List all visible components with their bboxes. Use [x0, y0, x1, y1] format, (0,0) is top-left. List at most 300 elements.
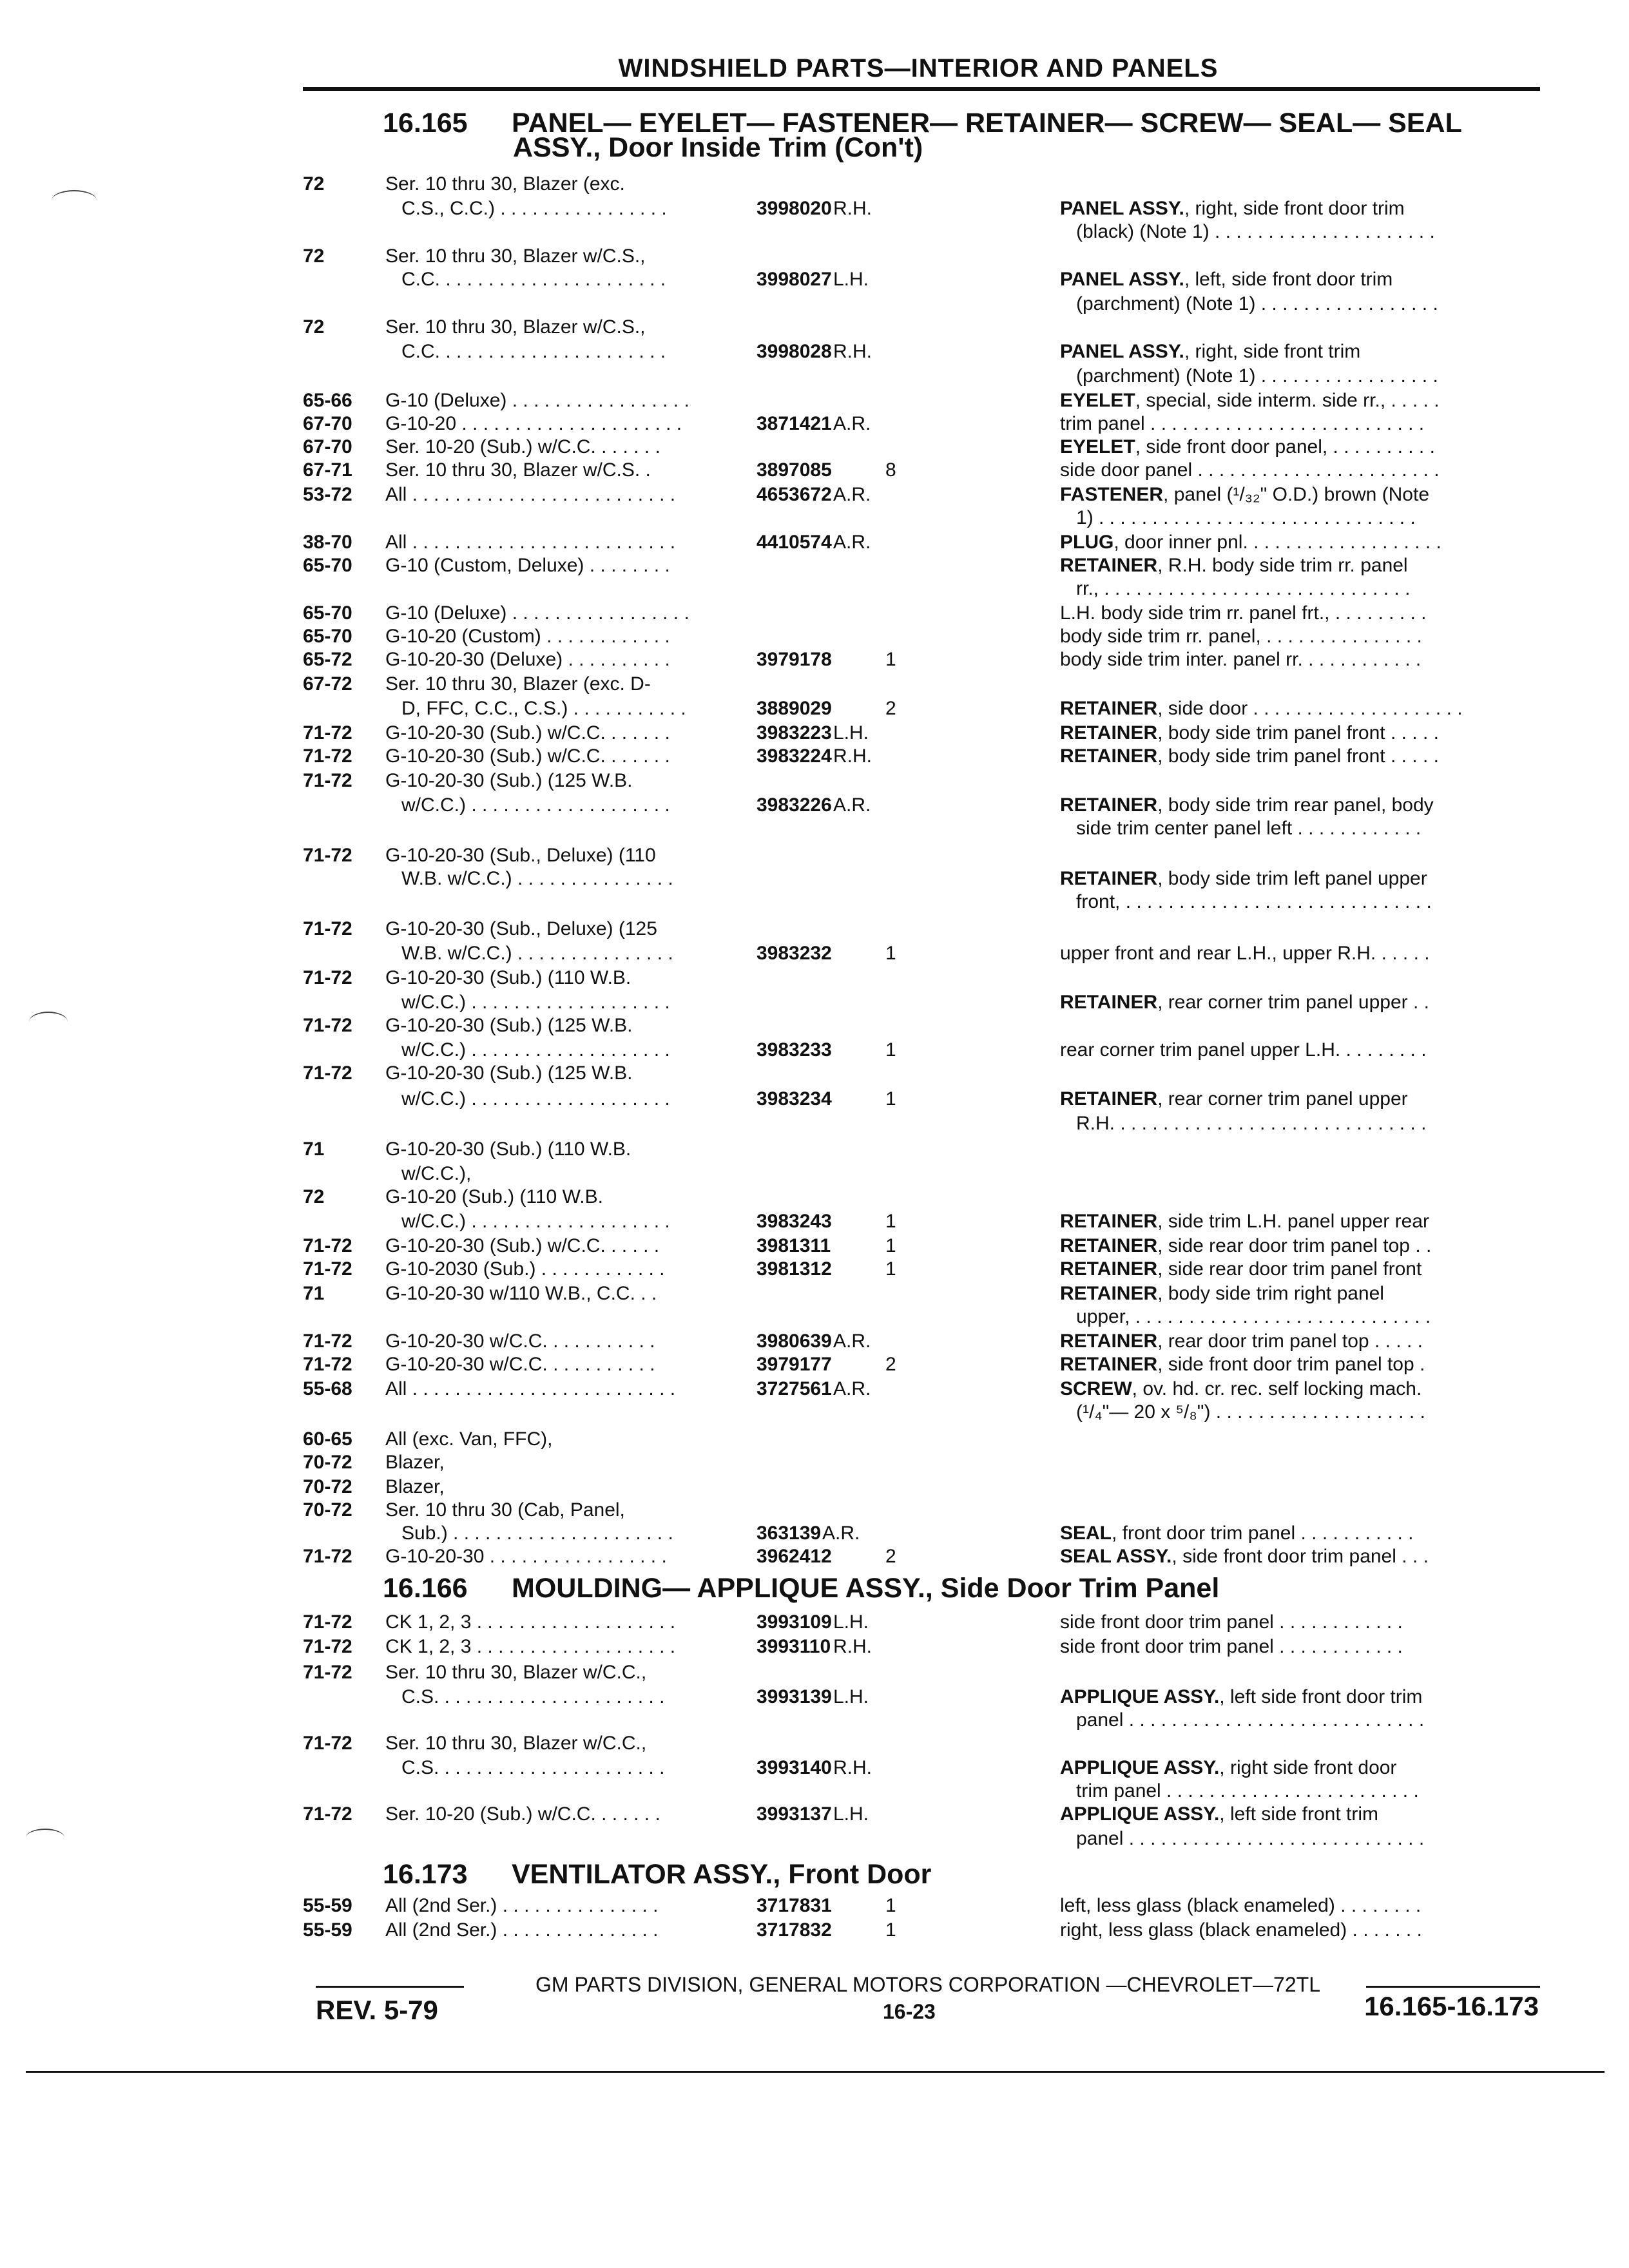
- application: G-10-20 . . . . . . . . . . . . . . . . . . . . .: [385, 413, 682, 434]
- part-number: 3871421: [757, 413, 832, 434]
- section-number: 16.165: [383, 108, 468, 139]
- description-text: side front door trim panel . . . . . . . . . . . .: [1060, 1611, 1403, 1633]
- description: [1060, 1258, 1550, 1282]
- quantity: 1: [885, 1258, 896, 1280]
- quantity: L.H.: [833, 1611, 869, 1633]
- application: w/C.C.),: [385, 1163, 472, 1184]
- part-number: 3998020: [757, 198, 832, 219]
- year-range: 71-72: [303, 967, 352, 988]
- quantity: A.R.: [822, 1523, 860, 1544]
- application: CK 1, 2, 3 . . . . . . . . . . . . . . . . . . .: [385, 1636, 676, 1657]
- description-text: (parchment) (Note 1) . . . . . . . . . . . . . . . . .: [1060, 293, 1438, 314]
- description: [1060, 293, 1550, 316]
- description-text: , body side trim panel front . . . . .: [1157, 745, 1439, 767]
- application: G-10-20-30 w/C.C. . . . . . . . . . .: [385, 1331, 655, 1352]
- section-number: 16.173: [383, 1859, 468, 1890]
- part-number: 3983224: [757, 745, 832, 767]
- year-range: 71-72: [303, 1546, 352, 1567]
- part-number: 3993139: [757, 1686, 832, 1707]
- part-number: 4410574: [757, 532, 832, 553]
- part-number: 3998027: [757, 269, 832, 290]
- quantity: 1: [885, 1895, 896, 1916]
- part-number: 3993140: [757, 1757, 832, 1778]
- description-keyword: PANEL ASSY.: [1060, 269, 1184, 290]
- description-text: side trim center panel left . . . . . . . . . . . .: [1060, 818, 1422, 839]
- description-text: 1) . . . . . . . . . . . . . . . . . . . . . . . . . . . . . .: [1060, 507, 1416, 528]
- year-range: 65-72: [303, 649, 352, 670]
- description: [1060, 794, 1550, 818]
- footer-text: GM PARTS DIVISION, GENERAL MOTORS CORPORATION —CHEVROLET—72TL: [535, 1973, 1320, 1996]
- application: w/C.C.) . . . . . . . . . . . . . . . . . . .: [385, 992, 670, 1013]
- quantity: L.H.: [833, 269, 869, 290]
- description-keyword: PANEL ASSY.: [1060, 341, 1184, 362]
- part-number: 363139: [757, 1523, 822, 1544]
- year-range: 72: [303, 245, 325, 267]
- description-text: L.H. body side trim rr. panel frt., . . . . . . . . .: [1060, 602, 1427, 624]
- section-name: MOULDING— APPLIQUE ASSY., Side Door Trim Panel: [512, 1573, 1220, 1604]
- quantity: A.R.: [833, 794, 871, 816]
- description-keyword: FASTENER: [1060, 484, 1164, 505]
- description-text: body side trim inter. panel rr. . . . . . . . . . . .: [1060, 649, 1422, 670]
- description: [1060, 1709, 1550, 1733]
- description-text: , rear door trim panel top . . . . .: [1157, 1331, 1423, 1352]
- year-range: 72: [303, 1186, 325, 1207]
- application: All (2nd Ser.) . . . . . . . . . . . . . . .: [385, 1895, 659, 1916]
- application: Ser. 10 thru 30, Blazer w/C.C.,: [385, 1662, 647, 1683]
- application: CK 1, 2, 3 . . . . . . . . . . . . . . . . . . .: [385, 1611, 676, 1633]
- application: W.B. w/C.C.) . . . . . . . . . . . . . . .: [385, 943, 673, 964]
- quantity: R.H.: [833, 198, 872, 219]
- description-keyword: RETAINER: [1060, 555, 1158, 576]
- part-number: 3993110: [757, 1636, 831, 1657]
- application: G-10-20-30 (Sub., Deluxe) (110: [385, 845, 656, 866]
- year-range: 71-72: [303, 745, 352, 767]
- description-keyword: APPLIQUE ASSY.: [1060, 1686, 1220, 1707]
- part-number: 3983226: [757, 794, 832, 816]
- year-range: 70-72: [303, 1476, 352, 1497]
- part-number: 3897085: [757, 459, 832, 481]
- part-number: 3993137: [757, 1803, 832, 1825]
- description-text: left, less glass (black enameled) . . . . . . . .: [1060, 1895, 1422, 1916]
- description-text: , door inner pnl. . . . . . . . . . . . . . . . . . .: [1113, 532, 1441, 553]
- year-range: 71-72: [303, 1354, 352, 1375]
- description: [1060, 365, 1550, 389]
- application: C.C. . . . . . . . . . . . . . . . . . . . . .: [385, 269, 666, 290]
- punch-hole-mark: [29, 1012, 68, 1032]
- application: G-10 (Custom, Deluxe) . . . . . . . .: [385, 555, 670, 576]
- description-text: , right, side front door trim: [1184, 198, 1405, 219]
- quantity: 1: [885, 1211, 896, 1232]
- application: G-10-20-30 (Sub.) w/C.C. . . . . . .: [385, 745, 670, 767]
- application: G-10-20 (Sub.) (110 W.B.: [385, 1186, 603, 1207]
- revision-label: REV. 5-79: [316, 1995, 438, 2025]
- application: G-10-20-30 . . . . . . . . . . . . . . . . .: [385, 1546, 667, 1567]
- description-keyword: APPLIQUE ASSY.: [1060, 1803, 1220, 1825]
- description: [1060, 991, 1550, 1015]
- description-text: (parchment) (Note 1) . . . . . . . . . . . . . . . . .: [1060, 365, 1438, 387]
- description: [1060, 867, 1550, 891]
- description-text: , rear corner trim panel upper: [1157, 1088, 1408, 1110]
- description: [1060, 1112, 1550, 1136]
- application: w/C.C.) . . . . . . . . . . . . . . . . . . .: [385, 1211, 670, 1232]
- year-range: 72: [303, 316, 325, 338]
- application: All . . . . . . . . . . . . . . . . . . . . . . . . .: [385, 532, 676, 553]
- description: [1060, 1827, 1550, 1851]
- description-text: , side front door trim panel . . .: [1171, 1546, 1429, 1567]
- description-text: , special, side interm. side rr., . . . . .: [1135, 390, 1440, 411]
- quantity: 1: [885, 649, 896, 670]
- application: Blazer,: [385, 1452, 445, 1473]
- quantity: L.H.: [833, 1803, 869, 1825]
- description: [1060, 1686, 1550, 1709]
- year-range: 65-70: [303, 626, 352, 647]
- quantity: 1: [885, 943, 896, 964]
- description-keyword: RETAINER: [1060, 992, 1158, 1013]
- application: G-10-20-30 (Sub.) (125 W.B.: [385, 1015, 633, 1036]
- application: All . . . . . . . . . . . . . . . . . . . . . . . . .: [385, 484, 676, 505]
- application: G-10-20-30 (Sub.) (110 W.B.: [385, 967, 631, 988]
- description-text: panel . . . . . . . . . . . . . . . . . . . . . . . . . . . .: [1060, 1709, 1425, 1731]
- quantity: 1: [885, 1088, 896, 1110]
- section-name: PANEL— EYELET— FASTENER— RETAINER— SCREW— SEAL— SEAL: [512, 108, 1462, 139]
- description-keyword: RETAINER: [1060, 868, 1158, 889]
- description-keyword: APPLIQUE ASSY.: [1060, 1757, 1220, 1778]
- description: [1060, 1378, 1550, 1401]
- description-text: R.H. . . . . . . . . . . . . . . . . . . . . . . . . . . . . .: [1060, 1113, 1427, 1134]
- part-number: 3983233: [757, 1039, 832, 1061]
- year-range: 67-72: [303, 673, 352, 695]
- quantity: L.H.: [833, 1686, 869, 1707]
- year-range: 70-72: [303, 1452, 352, 1473]
- description: [1060, 1803, 1550, 1827]
- part-number: 3962412: [757, 1546, 832, 1567]
- application: All (2nd Ser.) . . . . . . . . . . . . . . .: [385, 1919, 659, 1941]
- application: Sub.) . . . . . . . . . . . . . . . . . . . . .: [385, 1523, 673, 1544]
- application: G-10-20-30 w/C.C. . . . . . . . . . .: [385, 1354, 655, 1375]
- description-keyword: EYELET: [1060, 390, 1135, 411]
- description: [1060, 625, 1550, 649]
- year-range: 60-65: [303, 1428, 352, 1450]
- description-keyword: RETAINER: [1060, 794, 1158, 816]
- description-keyword: RETAINER: [1060, 1088, 1158, 1110]
- part-number: 3889029: [757, 698, 832, 719]
- description: [1060, 890, 1550, 914]
- description: [1060, 506, 1550, 530]
- description-text: , left side front trim: [1219, 1803, 1379, 1825]
- description: [1060, 340, 1550, 364]
- quantity: A.R.: [833, 1378, 871, 1399]
- application: Ser. 10 thru 30 (Cab, Panel,: [385, 1499, 625, 1521]
- year-range: 71-72: [303, 1803, 352, 1825]
- application: Ser. 10 thru 30, Blazer (exc.: [385, 173, 625, 195]
- year-range: 65-70: [303, 602, 352, 624]
- year-range: 67-70: [303, 436, 352, 457]
- application: Ser. 10-20 (Sub.) w/C.C. . . . . . .: [385, 436, 660, 457]
- application: G-10-20-30 (Sub.) (110 W.B.: [385, 1139, 631, 1160]
- bottom-rule: [26, 2071, 1605, 2073]
- part-number: 3717831: [757, 1895, 832, 1916]
- application: Ser. 10-20 (Sub.) w/C.C. . . . . . .: [385, 1803, 660, 1825]
- section-range: 16.165-16.173: [1364, 1991, 1539, 2021]
- description: [1060, 722, 1550, 745]
- part-number: 3981311: [757, 1235, 831, 1256]
- year-range: 71: [303, 1139, 325, 1160]
- application: D, FFC, C.C., C.S.) . . . . . . . . . . .: [385, 698, 686, 719]
- description: [1060, 220, 1550, 244]
- part-number: 3979177: [757, 1354, 832, 1375]
- description: [1060, 1305, 1550, 1329]
- description: [1060, 412, 1550, 436]
- description: [1060, 1210, 1550, 1234]
- quantity: A.R.: [833, 413, 871, 434]
- application: w/C.C.) . . . . . . . . . . . . . . . . . . .: [385, 1039, 670, 1061]
- description-text: rear corner trim panel upper L.H. . . . . . . . .: [1060, 1039, 1427, 1061]
- application: Ser. 10 thru 30, Blazer w/C.C.,: [385, 1733, 647, 1754]
- application: G-10-20-30 (Sub.) w/C.C. . . . . . .: [385, 722, 670, 744]
- description: [1060, 1330, 1550, 1354]
- description-keyword: RETAINER: [1060, 722, 1158, 744]
- application: G-10-20-30 (Sub.) w/C.C. . . . . .: [385, 1235, 660, 1256]
- part-number: 3983223: [757, 722, 832, 744]
- part-number: 3980639: [757, 1331, 832, 1352]
- year-range: 71-72: [303, 1662, 352, 1683]
- application: G-10-20-30 (Sub.) (125 W.B.: [385, 770, 633, 791]
- part-number: 3993109: [757, 1611, 832, 1633]
- description: [1060, 1353, 1550, 1377]
- description-keyword: RETAINER: [1060, 745, 1158, 767]
- description-keyword: RETAINER: [1060, 1283, 1158, 1304]
- quantity: 1: [885, 1039, 896, 1061]
- application: C.S., C.C.) . . . . . . . . . . . . . . . .: [385, 198, 667, 219]
- part-number: 3981312: [757, 1258, 832, 1280]
- section-name: VENTILATOR ASSY., Front Door: [512, 1859, 932, 1890]
- application: G-10-2030 (Sub.) . . . . . . . . . . . .: [385, 1258, 665, 1280]
- description-keyword: RETAINER: [1060, 1354, 1158, 1375]
- description: [1060, 1919, 1550, 1943]
- application: C.C. . . . . . . . . . . . . . . . . . . . . .: [385, 341, 666, 362]
- description-text: , side door . . . . . . . . . . . . . . . . . . . .: [1157, 698, 1463, 719]
- quantity: R.H.: [833, 1757, 872, 1778]
- application: w/C.C.) . . . . . . . . . . . . . . . . . . .: [385, 794, 670, 816]
- year-range: 71-72: [303, 1258, 352, 1280]
- application: G-10 (Deluxe) . . . . . . . . . . . . . . . . .: [385, 390, 689, 411]
- quantity: A.R.: [833, 1331, 871, 1352]
- application: G-10-20-30 (Sub., Deluxe) (125: [385, 918, 657, 939]
- description-text: , side front door panel, . . . . . . . . . .: [1135, 436, 1435, 457]
- part-number: 3717832: [757, 1919, 832, 1941]
- description-keyword: RETAINER: [1060, 698, 1158, 719]
- year-range: 71-72: [303, 1235, 352, 1256]
- year-range: 53-72: [303, 484, 352, 505]
- application: W.B. w/C.C.) . . . . . . . . . . . . . . .: [385, 868, 673, 889]
- description: [1060, 1282, 1550, 1306]
- part-number: 3727561: [757, 1378, 832, 1399]
- description: [1060, 1401, 1550, 1425]
- year-range: 67-71: [303, 459, 352, 481]
- quantity: A.R.: [833, 532, 871, 553]
- description-text: , panel (¹/₃₂" O.D.) brown (Note: [1163, 484, 1429, 505]
- year-range: 71-72: [303, 770, 352, 791]
- application: w/C.C.) . . . . . . . . . . . . . . . . . . .: [385, 1088, 670, 1110]
- description: [1060, 1894, 1550, 1918]
- description: [1060, 1780, 1550, 1803]
- description-text: , R.H. body side trim rr. panel: [1157, 555, 1408, 576]
- description-text: , front door trim panel . . . . . . . . . . .: [1112, 1523, 1414, 1544]
- application: G-10-20 (Custom) . . . . . . . . . . . .: [385, 626, 670, 647]
- description-text: , left side front door trim: [1219, 1686, 1423, 1707]
- description: [1060, 1545, 1550, 1569]
- year-range: 71-72: [303, 918, 352, 939]
- description: [1060, 1039, 1550, 1062]
- description-text: , rear corner trim panel upper . .: [1157, 992, 1429, 1013]
- punch-hole-mark: [26, 1829, 64, 1847]
- application: G-10-20-30 (Deluxe) . . . . . . . . . .: [385, 649, 670, 670]
- description-text: , right, side front trim: [1184, 341, 1361, 362]
- description-text: , body side trim right panel: [1157, 1283, 1384, 1304]
- year-range: 65-70: [303, 555, 352, 576]
- year-range: 71: [303, 1283, 325, 1304]
- quantity: R.H.: [833, 341, 872, 362]
- application: Ser. 10 thru 30, Blazer (exc. D-: [385, 673, 651, 695]
- description: [1060, 389, 1550, 413]
- application: C.S. . . . . . . . . . . . . . . . . . . . . .: [385, 1686, 665, 1707]
- year-range: 71-72: [303, 722, 352, 744]
- description-keyword: RETAINER: [1060, 1211, 1158, 1232]
- year-range: 71-72: [303, 1062, 352, 1084]
- description: [1060, 942, 1550, 966]
- section-number: 16.166: [383, 1573, 468, 1604]
- description: [1060, 1522, 1550, 1546]
- description: [1060, 1635, 1550, 1659]
- year-range: 72: [303, 173, 325, 195]
- year-range: 71-72: [303, 1733, 352, 1754]
- section-title-16-173: [383, 1859, 932, 1890]
- application: All (exc. Van, FFC),: [385, 1428, 553, 1450]
- description: [1060, 1611, 1550, 1635]
- description: [1060, 554, 1550, 578]
- description-keyword: PLUG: [1060, 532, 1114, 553]
- quantity: 8: [885, 459, 896, 481]
- description-text: trim panel . . . . . . . . . . . . . . . . . . . . . . . . . .: [1060, 413, 1425, 434]
- description: [1060, 459, 1550, 483]
- quantity: 2: [885, 698, 896, 719]
- description: [1060, 745, 1550, 769]
- description: [1060, 436, 1550, 459]
- description-text: , body side trim rear panel, body: [1157, 794, 1434, 816]
- page-number: 16-23: [883, 2000, 936, 2023]
- quantity: 2: [885, 1354, 896, 1375]
- year-range: 67-70: [303, 413, 352, 434]
- description-text: , body side trim left panel upper: [1157, 868, 1427, 889]
- description-text: panel . . . . . . . . . . . . . . . . . . . . . . . . . . . .: [1060, 1828, 1425, 1849]
- part-number: 3983232: [757, 943, 832, 964]
- year-range: 38-70: [303, 532, 352, 553]
- description-text: front, . . . . . . . . . . . . . . . . . . . . . . . . . . . . .: [1060, 891, 1432, 912]
- application: Ser. 10 thru 30, Blazer w/C.S. .: [385, 459, 651, 481]
- quantity: R.H.: [833, 1636, 872, 1657]
- section-title-16-165: [383, 108, 1462, 163]
- year-range: 55-59: [303, 1919, 352, 1941]
- description: [1060, 697, 1550, 721]
- section-subtitle: ASSY., Door Inside Trim (Con't): [513, 132, 923, 163]
- part-number: 3979178: [757, 649, 832, 670]
- year-range: 71-72: [303, 1015, 352, 1036]
- application: C.S. . . . . . . . . . . . . . . . . . . . . .: [385, 1757, 665, 1778]
- quantity: L.H.: [833, 722, 869, 744]
- part-number: 3998028: [757, 341, 832, 362]
- punch-hole-mark: [52, 190, 97, 211]
- application: G-10-20-30 (Sub.) (125 W.B.: [385, 1062, 633, 1084]
- description: [1060, 602, 1550, 626]
- description-keyword: SEAL ASSY.: [1060, 1546, 1172, 1567]
- year-range: 70-72: [303, 1499, 352, 1521]
- description-text: side front door trim panel . . . . . . . . . . . .: [1060, 1636, 1403, 1657]
- quantity: A.R.: [833, 484, 871, 505]
- description-text: , side rear door trim panel top . .: [1157, 1235, 1432, 1256]
- description: [1060, 268, 1550, 292]
- application: G-10-20-30 w/110 W.B., C.C. . .: [385, 1283, 657, 1304]
- description-keyword: EYELET: [1060, 436, 1135, 457]
- description-text: rr., . . . . . . . . . . . . . . . . . . . . . . . . . . . . .: [1060, 578, 1411, 599]
- application: Ser. 10 thru 30, Blazer w/C.S.,: [385, 316, 646, 338]
- section-title-16-166: [383, 1573, 1220, 1604]
- description: [1060, 483, 1550, 507]
- year-range: 71-72: [303, 845, 352, 866]
- description: [1060, 197, 1550, 221]
- description-text: side door panel . . . . . . . . . . . . . . . . . . . . . . .: [1060, 459, 1440, 481]
- year-range: 71-72: [303, 1611, 352, 1633]
- description: [1060, 1088, 1550, 1111]
- description-text: right, less glass (black enameled) . . . . . . .: [1060, 1919, 1422, 1941]
- description-text: , right side front door: [1219, 1757, 1397, 1778]
- description: [1060, 577, 1550, 601]
- description-keyword: SCREW: [1060, 1378, 1132, 1399]
- year-range: 71-72: [303, 1636, 352, 1657]
- description-keyword: PANEL ASSY.: [1060, 198, 1184, 219]
- part-number: 3983243: [757, 1211, 832, 1232]
- part-number: 3983234: [757, 1088, 832, 1110]
- application: G-10 (Deluxe) . . . . . . . . . . . . . . . . .: [385, 602, 689, 624]
- description-text: , ov. hd. cr. rec. self locking mach.: [1132, 1378, 1422, 1399]
- description-text: , body side trim panel front . . . . .: [1157, 722, 1439, 744]
- quantity: R.H.: [833, 745, 872, 767]
- description: [1060, 1235, 1550, 1258]
- description: [1060, 531, 1550, 555]
- year-range: 65-66: [303, 390, 352, 411]
- description-text: (black) (Note 1) . . . . . . . . . . . . . . . . . . . . .: [1060, 221, 1435, 242]
- description-keyword: SEAL: [1060, 1523, 1112, 1544]
- description-text: trim panel . . . . . . . . . . . . . . . . . . . . . . . .: [1060, 1780, 1419, 1802]
- year-range: 71-72: [303, 1331, 352, 1352]
- application: Ser. 10 thru 30, Blazer w/C.S.,: [385, 245, 646, 267]
- description-text: (¹/₄"— 20 x ⁵/₈") . . . . . . . . . . . . . . . . . . . .: [1060, 1401, 1425, 1423]
- description-text: , side rear door trim panel front: [1157, 1258, 1422, 1280]
- description-text: upper, . . . . . . . . . . . . . . . . . . . . . . . . . . . .: [1060, 1306, 1431, 1327]
- description-keyword: RETAINER: [1060, 1331, 1158, 1352]
- page-header: WINDSHIELD PARTS—INTERIOR AND PANELS: [618, 54, 1219, 82]
- year-range: 55-59: [303, 1895, 352, 1916]
- description-text: , side trim L.H. panel upper rear: [1157, 1211, 1429, 1232]
- year-range: 55-68: [303, 1378, 352, 1399]
- quantity: 1: [885, 1919, 896, 1941]
- description-keyword: RETAINER: [1060, 1235, 1158, 1256]
- quantity: 1: [885, 1235, 896, 1256]
- part-number: 4653672: [757, 484, 832, 505]
- application: All . . . . . . . . . . . . . . . . . . . . . . . . .: [385, 1378, 676, 1399]
- description-text: , left, side front door trim: [1184, 269, 1393, 290]
- description: [1060, 817, 1550, 841]
- application: Blazer,: [385, 1476, 445, 1497]
